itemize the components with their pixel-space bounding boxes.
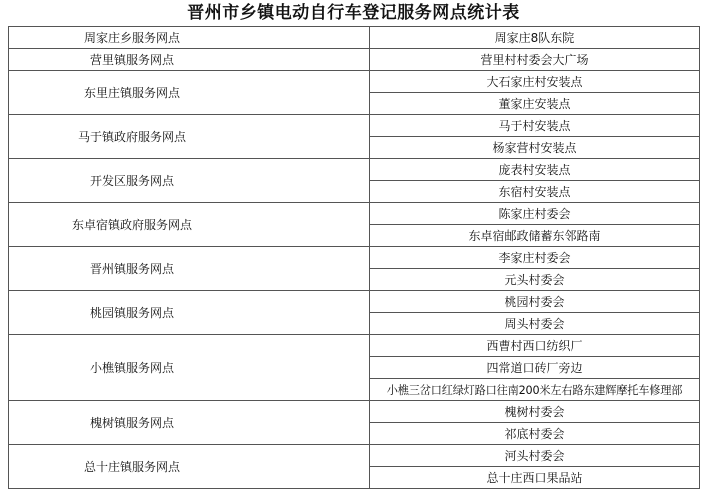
service-point-cell: 李家庄村委会 [370, 247, 700, 269]
station-name: 总十庄镇服务网点 [83, 460, 180, 474]
station-name-cell [9, 159, 370, 203]
service-point-cell: 祁底村委会 [370, 423, 700, 445]
station-name-cell [9, 335, 370, 401]
station-name-cell [9, 445, 370, 489]
station-name-cell [9, 27, 370, 49]
table-title: 晋州市乡镇电动自行车登记服务网点统计表 [187, 3, 520, 23]
table-row [9, 49, 700, 71]
service-point-cell: 大石家庄村安装点 [370, 71, 700, 93]
station-name-cell [9, 247, 370, 291]
station-name: 营里镇服务网点 [89, 53, 174, 67]
table-row [9, 159, 700, 181]
service-points-table [8, 26, 700, 489]
station-name: 开发区服务网点 [89, 174, 174, 188]
service-point-cell: 周头村委会 [370, 313, 700, 335]
station-name: 马于镇政府服务网点 [77, 130, 186, 144]
station-name-cell [9, 71, 370, 115]
station-name-cell [9, 401, 370, 445]
service-point-cell: 桃园村委会 [370, 291, 700, 313]
service-point-cell: 庞表村安装点 [370, 159, 700, 181]
station-name-cell [9, 203, 370, 247]
service-point-cell: 元头村委会 [370, 269, 700, 291]
table-row [9, 291, 700, 313]
service-point-cell: 东卓宿邮政储蓄东邻路南 [370, 225, 700, 247]
table-row [9, 445, 700, 467]
service-point-cell: 小樵三岔口红绿灯路口往南200米左右路东建辉摩托车修理部 [370, 379, 700, 401]
service-point-cell: 营里村村委会大广场 [370, 49, 700, 71]
station-name: 东里庄镇服务网点 [83, 86, 180, 100]
station-name-cell [9, 291, 370, 335]
service-point-cell: 河头村委会 [370, 445, 700, 467]
table-row [9, 335, 700, 357]
station-name: 槐树镇服务网点 [89, 416, 174, 430]
service-point-cell: 杨家营村安装点 [370, 137, 700, 159]
station-name: 桃园镇服务网点 [89, 306, 174, 320]
station-name: 周家庄乡服务网点 [83, 31, 180, 45]
station-name-cell [9, 49, 370, 71]
service-point-cell: 马于村安装点 [370, 115, 700, 137]
table-row [9, 401, 700, 423]
service-point-cell: 总十庄西口果品站 [370, 467, 700, 489]
station-name: 小樵镇服务网点 [89, 361, 174, 375]
service-point-cell: 东宿村安装点 [370, 181, 700, 203]
table-row [9, 247, 700, 269]
service-point-cell: 槐树村委会 [370, 401, 700, 423]
station-name-cell [9, 115, 370, 159]
table-row [9, 203, 700, 225]
station-name: 东卓宿镇政府服务网点 [71, 218, 192, 232]
service-point-cell: 周家庄8队东院 [370, 27, 700, 49]
service-point-cell: 西曹村西口纺织厂 [370, 335, 700, 357]
service-point-cell: 陈家庄村委会 [370, 203, 700, 225]
table-row [9, 27, 700, 49]
station-name: 晋州镇服务网点 [89, 262, 174, 276]
table-row [9, 71, 700, 93]
table-row [9, 115, 700, 137]
service-point-cell: 董家庄安装点 [370, 93, 700, 115]
service-point-cell: 四常道口砖厂旁边 [370, 357, 700, 379]
